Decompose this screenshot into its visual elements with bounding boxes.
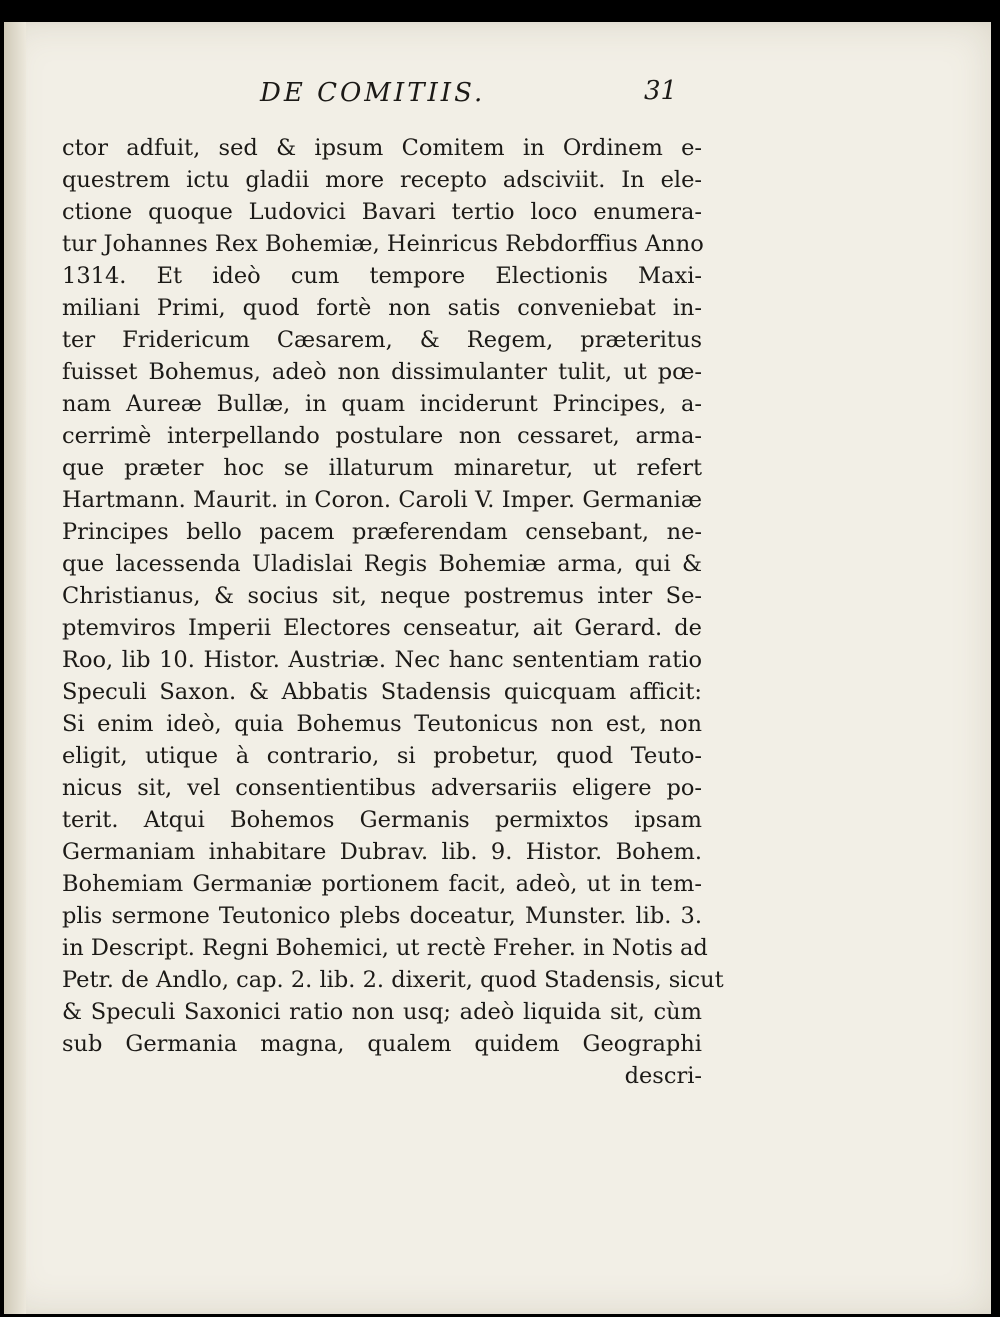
text-line: questrem ictu gladii more recepto adsciviit. In ele- [62, 167, 702, 193]
text-line: fuisset Bohemus, adeò non dissimulanter tulit, ut pœ- [62, 359, 702, 385]
text-line: ter Fridericum Cæsarem, & Regem, præteritus [62, 327, 702, 353]
text-line: Speculi Saxon. & Abbatis Stadensis quicquam afficit: [62, 679, 702, 705]
text-line: ptemviros Imperii Electores censeatur, ait Gerard. de [62, 615, 702, 641]
running-title: DE COMITIIS. [260, 78, 486, 108]
text-line: plis sermone Teutonico plebs doceatur, Munster. lib. 3. [62, 903, 702, 929]
page-gutter [4, 22, 26, 1314]
book-page [4, 22, 991, 1314]
text-line: nicus sit, vel consentientibus adversariis eligere po- [62, 775, 702, 801]
text-line: & Speculi Saxonici ratio non usq; adeò liquida sit, cùm [62, 999, 702, 1025]
text-line: Germaniam inhabitare Dubrav. lib. 9. Histor. Bohem. [62, 839, 702, 865]
catchword: descri- [624, 1063, 702, 1089]
text-line: que præter hoc se illaturum minaretur, ut refert [62, 455, 702, 481]
text-block [62, 132, 724, 1092]
text-line: cerrimè interpellando postulare non cessaret, arma- [62, 423, 702, 449]
text-line: miliani Primi, quod fortè non satis conveniebat in- [62, 295, 702, 321]
text-line: eligit, utique à contrario, si probetur, quod Teuto- [62, 743, 702, 769]
text-line: nam Aureæ Bullæ, in quam inciderunt Principes, a- [62, 391, 702, 417]
page-number: 31 [644, 76, 678, 106]
text-line: 1314. Et ideò cum tempore Electionis Maxi- [62, 263, 702, 289]
text-line: Bohemiam Germaniæ portionem facit, adeò, ut in tem- [62, 871, 702, 897]
text-line: Christianus, & socius sit, neque postremus inter Se- [62, 583, 702, 609]
text-line: Hartmann. Maurit. in Coron. Caroli V. Imper. Germaniæ [62, 487, 702, 513]
text-line: Principes bello pacem præferendam censebant, ne- [62, 519, 702, 545]
text-line: sub Germania magna, qualem quidem Geographi [62, 1031, 702, 1057]
text-line: Petr. de Andlo, cap. 2. lib. 2. dixerit, quod Stadensis, sicut [62, 967, 724, 993]
text-line: Roo, lib 10. Histor. Austriæ. Nec hanc sententiam ratio [62, 647, 702, 673]
text-line: ctione quoque Ludovici Bavari tertio loco enumera- [62, 199, 702, 225]
text-line: Si enim ideò, quia Bohemus Teutonicus non est, non [62, 711, 702, 737]
text-line: tur Johannes Rex Bohemiæ, Heinricus Rebdorffius Anno [62, 231, 704, 257]
text-line: terit. Atqui Bohemos Germanis permixtos ipsam [62, 807, 702, 833]
text-line: que lacessenda Uladislai Regis Bohemiæ arma, qui & [62, 551, 702, 577]
text-line: in Descript. Regni Bohemici, ut rectè Freher. in Notis ad [62, 935, 708, 961]
text-line: ctor adfuit, sed & ipsum Comitem in Ordinem e- [62, 135, 702, 161]
